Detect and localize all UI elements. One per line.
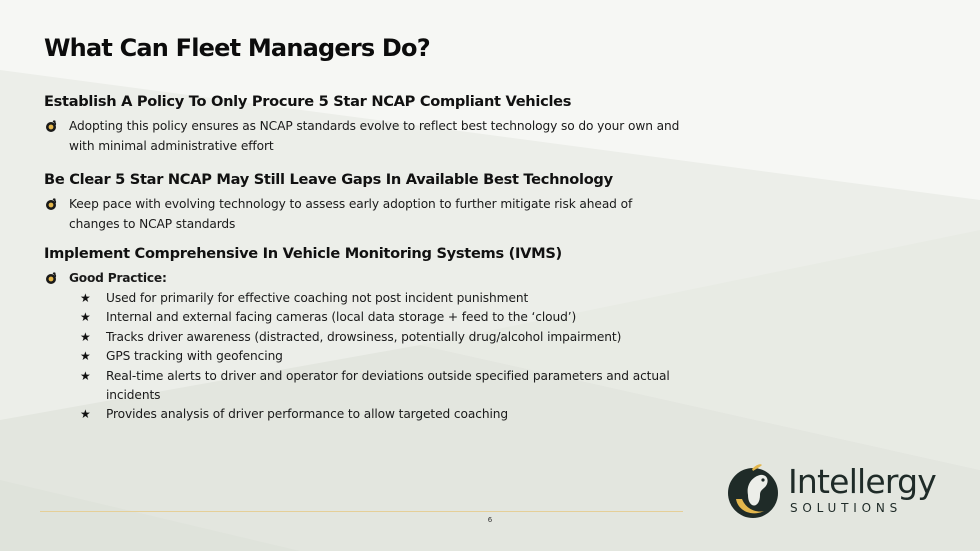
list-item-text: Real-time alerts to driver and operator for deviations outside specified parameters and actual incidents <box>106 368 670 403</box>
drop-emblem-icon <box>44 119 58 133</box>
drop-emblem-icon <box>44 271 58 285</box>
list-item-text: Provides analysis of driver performance to allow targeted coaching <box>106 407 508 422</box>
company-logo <box>722 459 952 521</box>
section-heading-procure-policy: Establish A Policy To Only Procure 5 Star NCAP Compliant Vehicles <box>44 93 572 110</box>
list-item-text: Used for primarily for effective coaching not post incident punishment <box>106 291 529 305</box>
list-item <box>80 367 680 406</box>
drop-emblem-icon <box>722 459 784 521</box>
star-bullet-icon: ★ <box>80 329 91 344</box>
drop-emblem-icon <box>44 197 58 211</box>
list-item <box>80 405 680 424</box>
list-item <box>80 308 680 327</box>
bullet-item <box>44 195 684 234</box>
list-item <box>80 347 680 366</box>
star-bullet-icon: ★ <box>80 291 91 305</box>
section-heading-ncap-gaps: Be Clear 5 Star NCAP May Still Leave Gaps In Available Best Technology <box>44 171 613 188</box>
star-bullet-icon: ★ <box>80 407 91 422</box>
list-item-text: GPS tracking with geofencing <box>106 349 283 364</box>
list-item-text: Tracks driver awareness (distracted, drowsiness, potentially drug/alcohol impairment) <box>106 329 622 344</box>
star-bullet-icon: ★ <box>80 368 91 383</box>
good-practice-list <box>80 289 680 425</box>
list-item-text: Internal and external facing cameras (local data storage + feed to the ‘cloud’) <box>106 310 577 325</box>
bullet-item-good-practice <box>44 269 684 289</box>
star-bullet-icon: ★ <box>80 310 91 325</box>
logo-tagline: SOLUTIONS <box>790 501 903 515</box>
bullet-text: Adopting this policy ensures as NCAP standards evolve to reflect best technology so do your own and with minimal administrative effort <box>69 119 680 153</box>
good-practice-label: Good Practice: <box>69 271 167 285</box>
star-bullet-icon: ★ <box>80 349 91 364</box>
page-number: 6 <box>487 516 493 524</box>
bullet-text: Keep pace with evolving technology to assess early adoption to further mitigate risk ahead of changes to NCAP standards <box>69 197 633 231</box>
list-item <box>80 289 680 308</box>
logo-wordmark: Intellergy <box>788 462 936 501</box>
list-item <box>80 328 680 347</box>
footer-divider <box>40 511 683 512</box>
bullet-item <box>44 117 684 156</box>
section-heading-ivms: Implement Comprehensive In Vehicle Monitoring Systems (IVMS) <box>44 245 562 262</box>
slide-title: What Can Fleet Managers Do? <box>44 34 430 62</box>
